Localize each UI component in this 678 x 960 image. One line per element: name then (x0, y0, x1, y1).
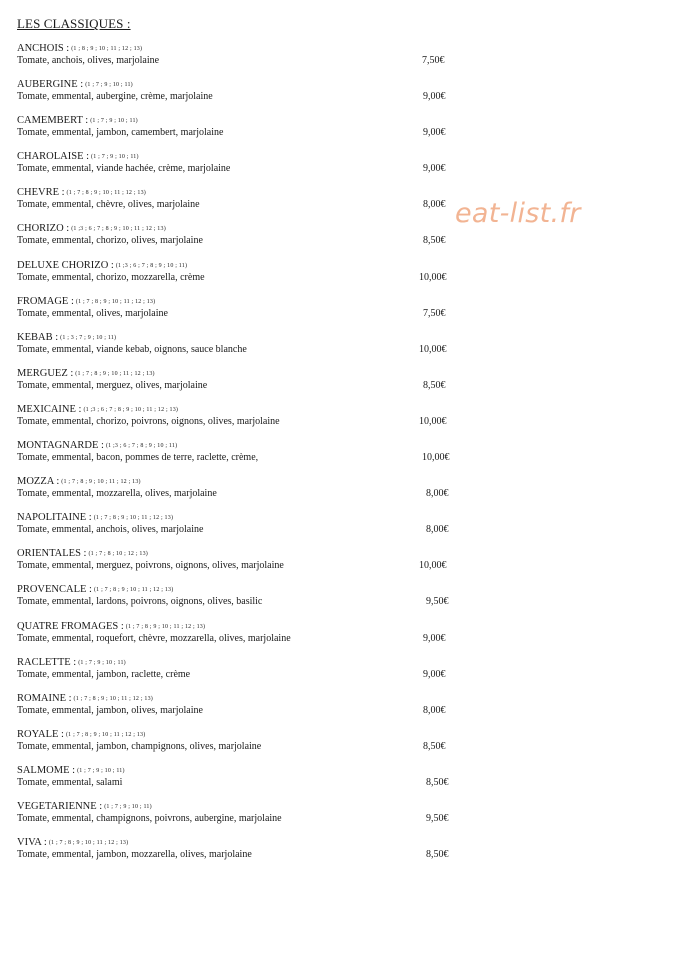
item-price: 8,50€ (426, 849, 449, 861)
item-description: Tomate, emmental, chèvre, olives, marjolaine (17, 199, 200, 211)
menu-item (17, 43, 487, 79)
menu-item (17, 548, 487, 584)
item-name-line (17, 79, 487, 91)
item-name-line (17, 801, 487, 813)
menu-item (17, 440, 487, 476)
item-price: 8,00€ (423, 199, 446, 211)
item-description: Tomate, emmental, salami (17, 776, 123, 788)
watermark: eat-list.fr (455, 198, 581, 229)
menu-item (17, 837, 487, 873)
menu-item (17, 223, 487, 259)
allergen-codes: (1 ; 7 ; 9 ; 10 ; 11) (78, 659, 126, 666)
item-name: CHAROLAISE : (17, 151, 90, 163)
page-title: LES CLASSIQUES : (17, 16, 131, 31)
item-name: MEXICAINE : (17, 403, 82, 415)
menu-item (17, 187, 487, 223)
item-price: 9,00€ (423, 127, 446, 139)
item-price: 10,00€ (422, 452, 450, 464)
item-price: 10,00€ (419, 415, 447, 427)
menu-item (17, 621, 487, 657)
item-description: Tomate, emmental, jambon, mozzarella, olives, marjolaine (17, 849, 252, 861)
menu-item (17, 584, 487, 620)
item-price: 9,00€ (423, 163, 446, 175)
allergen-codes: (1 ; 7 ; 8 ; 9 ; 10 ; 11 ; 12 ; 13) (75, 370, 155, 377)
item-name: CHORIZO : (17, 223, 70, 235)
item-name-line (17, 512, 487, 524)
item-name: ROMAINE : (17, 692, 72, 704)
item-name: ROYALE : (17, 728, 64, 740)
item-name-line (17, 151, 487, 163)
menu-item (17, 260, 487, 296)
item-price: 8,50€ (423, 379, 446, 391)
menu-item (17, 332, 487, 368)
item-description: Tomate, emmental, roquefort, chèvre, mozzarella, olives, marjolaine (17, 632, 291, 644)
item-name: AUBERGINE : (17, 79, 84, 91)
item-description: Tomate, emmental, jambon, camembert, marjolaine (17, 127, 224, 139)
item-description: Tomate, emmental, champignons, poivrons, aubergine, marjolaine (17, 812, 282, 824)
allergen-codes: (1 ; 7 ; 9 ; 10 ; 11) (85, 82, 133, 89)
item-name: MERGUEZ : (17, 367, 74, 379)
item-price: 8,50€ (423, 740, 446, 752)
item-name: DELUXE CHORIZO : (17, 259, 114, 271)
allergen-codes: (1 ; 7 ; 9 ; 10 ; 11) (104, 803, 152, 810)
item-price: 8,00€ (423, 704, 446, 716)
item-price: 8,50€ (426, 776, 449, 788)
item-price: 8,50€ (423, 235, 446, 247)
allergen-codes: (1 ; 7 ; 8 ; 9 ; 10 ; 11 ; 12 ; 13) (75, 298, 156, 305)
item-description: Tomate, emmental, chorizo, olives, marjolaine (17, 235, 203, 247)
item-name-line (17, 115, 487, 127)
item-name: CHEVRE : (17, 187, 65, 199)
item-name: SALMOME : (17, 764, 76, 776)
item-description: Tomate, emmental, olives, marjolaine (17, 307, 168, 319)
item-name: VEGETARIENNE : (17, 800, 103, 812)
item-name: FROMAGE : (17, 295, 74, 307)
item-name-line (17, 187, 487, 199)
item-description: Tomate, emmental, bacon, pommes de terre, raclette, crème, (17, 452, 259, 464)
item-name-line (17, 332, 487, 344)
item-name-line (17, 584, 487, 596)
item-price: 9,00€ (423, 91, 446, 103)
menu-item (17, 115, 487, 151)
item-price: 9,50€ (426, 812, 449, 824)
item-description: Tomate, emmental, aubergine, crème, marjolaine (17, 91, 213, 103)
menu-item (17, 765, 487, 801)
item-name: ORIENTALES : (17, 548, 87, 560)
item-description: Tomate, emmental, viande kebab, oignons, sauce blanche (17, 343, 247, 355)
menu-item (17, 729, 487, 765)
item-name: MOZZA : (17, 476, 60, 488)
item-name-line (17, 621, 487, 633)
item-name-line (17, 548, 487, 560)
item-description: Tomate, anchois, olives, marjolaine (17, 55, 160, 66)
item-name: CAMEMBERT : (17, 115, 89, 127)
item-name: QUATRE FROMAGES : (17, 620, 124, 632)
allergen-codes: (1 ; 7 ; 8 ; 9 ; 10 ; 11 ; 12 ; 13) (61, 479, 141, 486)
item-description: Tomate, emmental, jambon, champignons, olives, marjolaine (17, 740, 262, 752)
item-name: RACLETTE : (17, 656, 77, 668)
menu-item (17, 657, 487, 693)
allergen-codes: (1 ;3 ; 6 ; 7 ; 8 ; 9 ; 10 ; 11) (105, 443, 178, 450)
item-price: 10,00€ (419, 343, 447, 355)
item-description: Tomate, emmental, anchois, olives, marjolaine (17, 524, 204, 536)
allergen-codes: (1 ; 7 ; 9 ; 10 ; 11) (91, 154, 139, 161)
item-description: Tomate, emmental, jambon, raclette, crème (17, 668, 191, 680)
item-name-line (17, 440, 487, 452)
menu-item (17, 693, 487, 729)
item-price: 9,00€ (423, 632, 446, 644)
item-description: Tomate, emmental, jambon, olives, marjolaine (17, 704, 203, 716)
allergen-codes: (1 ; 7 ; 8 ; 9 ; 10 ; 11 ; 12 ; 13) (73, 695, 153, 702)
allergen-codes: (1 ; 7 ; 9 ; 10 ; 11) (90, 118, 138, 125)
item-name: MONTAGNARDE : (17, 440, 104, 452)
item-price: 8,00€ (426, 488, 449, 500)
item-name-line (17, 260, 487, 272)
allergen-codes: (1 ; 7 ; 8 ; 10 ; 12 ; 13) (88, 551, 148, 558)
item-name: ANCHOIS : (17, 43, 70, 54)
menu-item (17, 512, 487, 548)
menu-item (17, 404, 487, 440)
item-name-line (17, 729, 487, 741)
item-price: 7,50€ (422, 55, 445, 66)
allergen-codes: (1 ; 8 ; 9 ; 10 ; 11 ; 12 ; 13) (71, 46, 143, 52)
item-description: Tomate, emmental, merguez, olives, marjolaine (17, 379, 208, 391)
item-name-line (17, 296, 487, 308)
item-name-line (17, 837, 487, 849)
item-name-line (17, 223, 487, 235)
item-price: 10,00€ (419, 560, 447, 572)
item-name-line (17, 476, 487, 488)
item-price: 8,00€ (426, 524, 449, 536)
menu-item (17, 151, 487, 187)
menu-item (17, 476, 487, 512)
menu-item (17, 801, 487, 837)
item-description: Tomate, emmental, merguez, poivrons, oignons, olives, marjolaine (17, 560, 284, 572)
allergen-codes: (1 ;3 ; 6 ; 7 ; 8 ; 9 ; 10 ; 11 ; 12 ; 13) (71, 226, 166, 233)
allergen-codes: (1 ; 7 ; 8 ; 9 ; 10 ; 11 ; 12 ; 13) (48, 840, 129, 847)
item-price: 9,50€ (426, 596, 449, 608)
allergen-codes: (1 ;3 ; 6 ; 7 ; 8 ; 9 ; 10 ; 11) (115, 262, 188, 269)
allergen-codes: (1 ; 7 ; 8 ; 9 ; 10 ; 11 ; 12 ; 13) (66, 190, 146, 197)
item-description: Tomate, emmental, mozzarella, olives, marjolaine (17, 488, 217, 500)
item-name-line (17, 43, 487, 55)
item-price: 7,50€ (423, 307, 446, 319)
allergen-codes: (1 ; 7 ; 8 ; 9 ; 10 ; 11 ; 12 ; 13) (125, 623, 206, 630)
item-name: KEBAB : (17, 331, 59, 343)
item-name-line (17, 404, 487, 416)
item-description: Tomate, emmental, chorizo, mozzarella, crème (17, 271, 205, 283)
item-name: VIVA : (17, 837, 47, 849)
item-description: Tomate, emmental, viande hachée, crème, marjolaine (17, 163, 231, 175)
pizza-menu-list (17, 43, 487, 873)
item-name-line (17, 368, 487, 380)
allergen-codes: (1 ; 7 ; 8 ; 9 ; 10 ; 11 ; 12 ; 13) (93, 587, 174, 594)
allergen-codes: (1 ; 3 ; 7 ; 9 ; 10 ; 11) (60, 334, 117, 341)
allergen-codes: (1 ; 7 ; 8 ; 9 ; 10 ; 11 ; 12 ; 13) (65, 731, 146, 738)
item-name-line (17, 765, 487, 777)
item-name: NAPOLITAINE : (17, 512, 92, 524)
item-price: 9,00€ (423, 668, 446, 680)
item-description: Tomate, emmental, chorizo, poivrons, oignons, olives, marjolaine (17, 415, 280, 427)
menu-item (17, 296, 487, 332)
item-name-line (17, 657, 487, 669)
item-price: 10,00€ (419, 271, 447, 283)
menu-item (17, 368, 487, 404)
item-description: Tomate, emmental, lardons, poivrons, oignons, olives, basilic (17, 596, 263, 608)
item-name: PROVENCALE : (17, 584, 92, 596)
allergen-codes: (1 ; 7 ; 8 ; 9 ; 10 ; 11 ; 12 ; 13) (93, 515, 174, 522)
allergen-codes: (1 ;3 ; 6 ; 7 ; 8 ; 9 ; 10 ; 11 ; 12 ; 13) (83, 406, 179, 413)
allergen-codes: (1 ; 7 ; 9 ; 10 ; 11) (77, 767, 125, 774)
menu-item (17, 79, 487, 115)
item-name-line (17, 693, 487, 705)
